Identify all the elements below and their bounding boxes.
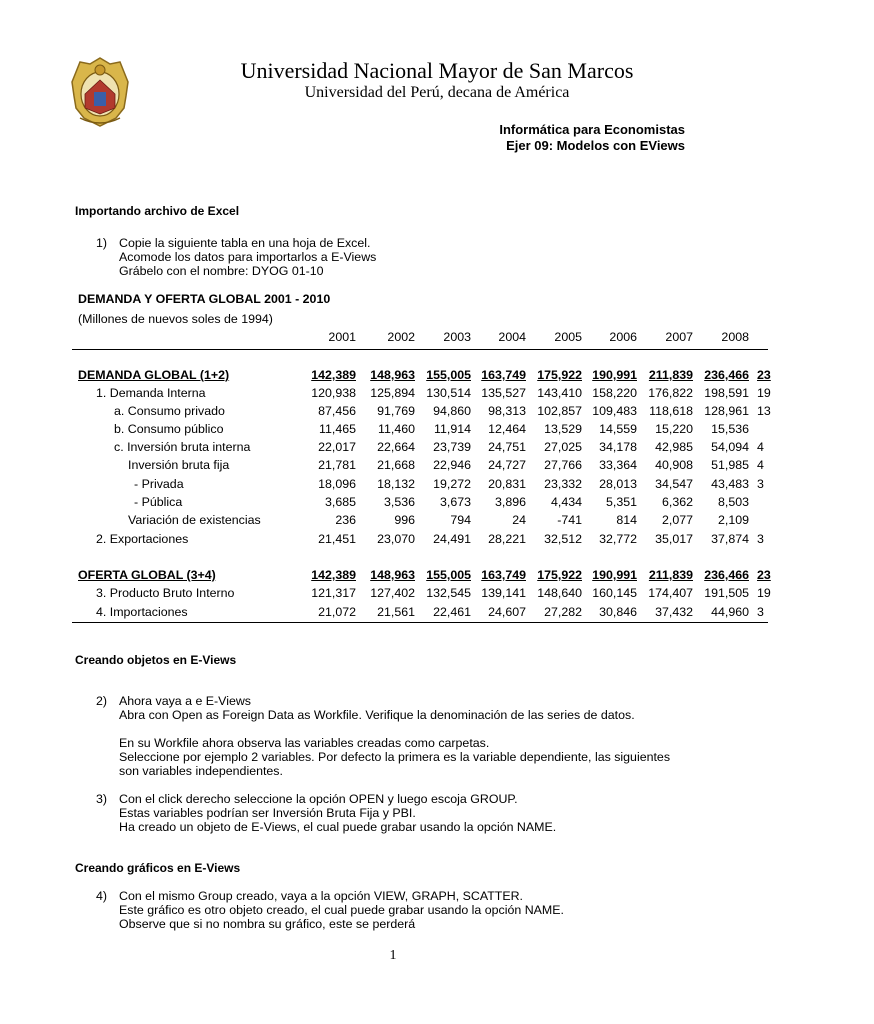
table-cell: 163,749 xyxy=(481,568,526,582)
table-cell: 120,938 xyxy=(311,386,356,400)
step-number: 1) xyxy=(96,236,108,250)
university-subtitle: Universidad del Perú, decana de América xyxy=(304,84,570,101)
table-cell: 21,072 xyxy=(318,605,356,619)
table-cell: 5,351 xyxy=(605,495,637,509)
table-row xyxy=(0,566,771,584)
table-cell: 11,914 xyxy=(434,422,471,436)
step4-line3: Observe que si no nombra su gráfico, este se perderá xyxy=(119,917,416,931)
year-header: 2003 xyxy=(443,330,471,344)
year-header: 2007 xyxy=(665,330,693,344)
table-cell: 21,668 xyxy=(377,458,415,472)
table-cell: 40,908 xyxy=(655,458,693,472)
table-cell: 54,094 xyxy=(711,440,749,454)
row-label: Inversión bruta fija xyxy=(128,458,230,472)
table-cell: 175,922 xyxy=(537,368,582,382)
table-cell: 37,432 xyxy=(655,605,693,619)
table-cell: 2,109 xyxy=(717,513,749,527)
row-label: 1. Demanda Interna xyxy=(96,386,206,400)
table-cell: 3,685 xyxy=(324,495,356,509)
table-cell: 8,503 xyxy=(717,495,749,509)
table-row xyxy=(0,530,768,548)
table-cell: 121,317 xyxy=(311,586,356,600)
table-cell: 33,364 xyxy=(599,458,637,472)
table-cell: 148,640 xyxy=(537,586,582,600)
step3-line3: Ha creado un objeto de E-Views, el cual puede grabar usando la opción NAME. xyxy=(119,820,557,834)
table-header-row xyxy=(0,328,768,346)
table-row xyxy=(0,384,771,402)
table-cell: 143,410 xyxy=(537,386,582,400)
row-label: 4. Importaciones xyxy=(96,605,188,619)
table-cell: 30,846 xyxy=(599,605,637,619)
table-cell: 24 xyxy=(512,513,526,527)
step2-line6: son variables independientes. xyxy=(119,764,283,778)
table-cell: 51,985 xyxy=(711,458,749,472)
table-cell: 127,402 xyxy=(370,586,415,600)
table-cell: 142,389 xyxy=(311,368,356,382)
table-cell: 236 xyxy=(335,513,356,527)
table-cell-clipped: 19 xyxy=(757,586,771,600)
year-header: 2004 xyxy=(498,330,526,344)
table-cell: 22,664 xyxy=(377,440,415,454)
table-row xyxy=(0,420,768,438)
table-cell: 28,013 xyxy=(599,477,637,491)
table-cell: 24,727 xyxy=(488,458,526,472)
table-cell: 35,017 xyxy=(655,532,693,546)
table-cell: 148,963 xyxy=(370,368,415,382)
table-cell: 24,607 xyxy=(488,605,526,619)
section-creating-graphs: Creando gráficos en E-Views xyxy=(75,861,241,875)
table-cell: 155,005 xyxy=(426,568,471,582)
row-label: 3. Producto Bruto Interno xyxy=(96,586,235,600)
step-number: 3) xyxy=(96,792,108,806)
year-header: 2005 xyxy=(554,330,582,344)
table-cell: 190,991 xyxy=(592,368,637,382)
row-label: OFERTA GLOBAL (3+4) xyxy=(78,568,216,582)
table-cell: 198,591 xyxy=(704,386,749,400)
table-cell: 24,491 xyxy=(433,532,471,546)
table-cell: 11,460 xyxy=(378,422,415,436)
table-cell: 18,096 xyxy=(318,477,356,491)
table-cell: 42,985 xyxy=(655,440,693,454)
table-cell: 118,618 xyxy=(649,404,693,418)
table-cell: 28,221 xyxy=(488,532,526,546)
table-cell: 236,466 xyxy=(704,368,749,382)
year-header: 2006 xyxy=(609,330,637,344)
table-cell-clipped: 23 xyxy=(757,568,771,582)
table-cell-clipped: 3 xyxy=(757,605,764,619)
table-cell: 158,220 xyxy=(592,386,637,400)
page-number: 1 xyxy=(389,948,397,963)
step1-line2: Acomode los datos para importarlos a E-Views xyxy=(119,250,377,264)
table-cell: 190,991 xyxy=(592,568,637,582)
table-cell: 23,739 xyxy=(433,440,471,454)
table-cell: 23,070 xyxy=(377,532,415,546)
table-row xyxy=(0,456,768,474)
table-cell: 21,561 xyxy=(377,605,415,619)
row-label: c. Inversión bruta interna xyxy=(114,440,251,454)
table-cell: 98,313 xyxy=(488,404,526,418)
table-row xyxy=(0,511,768,529)
step2-line4: En su Workfile ahora observa las variables creadas como carpetas. xyxy=(119,736,490,750)
table-cell: 160,145 xyxy=(592,586,637,600)
table-cell: 43,483 xyxy=(711,477,749,491)
table-cell: 174,407 xyxy=(648,586,693,600)
table-cell: 24,751 xyxy=(488,440,526,454)
section-importing-excel: Importando archivo de Excel xyxy=(75,204,240,218)
table-cell: 139,141 xyxy=(481,586,526,600)
row-label: b. Consumo público xyxy=(114,422,224,436)
row-label: - Pública xyxy=(134,495,183,509)
university-title: Universidad Nacional Mayor de San Marcos xyxy=(240,58,634,83)
table-cell: 142,389 xyxy=(311,568,356,582)
section-creating-objects: Creando objetos en E-Views xyxy=(75,653,237,667)
table-cell: 109,483 xyxy=(592,404,637,418)
year-header: 2001 xyxy=(328,330,356,344)
table-cell: 11,465 xyxy=(319,422,356,436)
table-cell: 191,505 xyxy=(704,586,749,600)
table-cell: 20,831 xyxy=(488,477,526,491)
table-title: DEMANDA Y OFERTA GLOBAL 2001 - 2010 xyxy=(78,292,331,306)
table-cell: 23,332 xyxy=(544,477,582,491)
table-cell-clipped: 13 xyxy=(757,404,771,418)
table-cell: 6,362 xyxy=(661,495,693,509)
table-row xyxy=(0,603,768,621)
step3-line2: Estas variables podrían ser Inversión Bruta Fija y PBI. xyxy=(119,806,416,820)
exercise-title: Ejer 09: Modelos con EViews xyxy=(506,138,685,153)
year-header: 2008 xyxy=(721,330,749,344)
table-row xyxy=(0,584,771,602)
table-cell: 135,527 xyxy=(481,386,526,400)
table-cell: 37,874 xyxy=(711,532,749,546)
table-cell: 176,822 xyxy=(648,386,693,400)
table-cell: 2,077 xyxy=(661,513,693,527)
table-cell: 19,272 xyxy=(433,477,471,491)
table-cell: 15,536 xyxy=(711,422,749,436)
table-row xyxy=(0,366,771,384)
table-cell: 18,132 xyxy=(377,477,415,491)
table-row xyxy=(0,402,771,420)
table-cell: 814 xyxy=(616,513,637,527)
table-cell: 21,781 xyxy=(318,458,356,472)
table-cell: 794 xyxy=(450,513,471,527)
table-cell: 87,456 xyxy=(318,404,356,418)
table-cell: -741 xyxy=(557,513,582,527)
table-cell: 3,673 xyxy=(439,495,471,509)
step-number: 2) xyxy=(96,694,108,708)
table-cell: 3,536 xyxy=(383,495,415,509)
table-cell-clipped: 23 xyxy=(757,368,771,382)
table-cell: 211,839 xyxy=(648,568,693,582)
table-cell: 27,766 xyxy=(544,458,582,472)
step-number: 4) xyxy=(96,889,108,903)
table-cell: 163,749 xyxy=(481,368,526,382)
table-cell: 102,857 xyxy=(537,404,582,418)
row-label: 2. Exportaciones xyxy=(96,532,189,546)
year-header: 2002 xyxy=(387,330,415,344)
table-cell-clipped: 4 xyxy=(757,458,764,472)
table-cell: 32,512 xyxy=(544,532,582,546)
table-cell: 175,922 xyxy=(537,568,582,582)
table-cell: 12,464 xyxy=(488,422,526,436)
step2-line5: Seleccione por ejemplo 2 variables. Por defecto la primera es la variable dependiente, las siguientes xyxy=(119,750,671,764)
step1-line1: Copie la siguiente tabla en una hoja de Excel. xyxy=(119,236,371,250)
table-row xyxy=(0,475,768,493)
table-cell-clipped: 4 xyxy=(757,440,764,454)
table-cell: 94,860 xyxy=(433,404,471,418)
table-cell: 21,451 xyxy=(318,532,356,546)
table-cell: 130,514 xyxy=(426,386,471,400)
step2-line2: Abra con Open as Foreign Data as Workfile. Verifique la denominación de las series de datos. xyxy=(119,708,635,722)
table-cell-clipped: 3 xyxy=(757,532,764,546)
step1-line3: Grábelo con el nombre: DYOG 01-10 xyxy=(119,264,324,278)
table-cell: 132,545 xyxy=(426,586,471,600)
table-cell: 125,894 xyxy=(370,386,415,400)
table-cell: 22,461 xyxy=(433,605,471,619)
table-cell: 34,547 xyxy=(655,477,693,491)
step3-line1: Con el click derecho seleccione la opción OPEN y luego escoja GROUP. xyxy=(119,792,518,806)
table-cell-clipped: 19 xyxy=(757,386,771,400)
course-title: Informática para Economistas xyxy=(499,122,685,137)
table-cell: 155,005 xyxy=(426,368,471,382)
table-cell: 27,025 xyxy=(544,440,582,454)
row-label: Variación de existencias xyxy=(128,513,261,527)
table-row xyxy=(0,493,768,511)
step4-line1: Con el mismo Group creado, vaya a la opción VIEW, GRAPH, SCATTER. xyxy=(119,889,523,903)
table-cell: 128,961 xyxy=(704,404,749,418)
table-cell: 27,282 xyxy=(544,605,582,619)
table-cell: 13,529 xyxy=(544,422,582,436)
row-label: a. Consumo privado xyxy=(114,404,225,418)
table-rule xyxy=(72,622,768,623)
step2-line1: Ahora vaya a e E-Views xyxy=(119,694,252,708)
table-cell-clipped: 3 xyxy=(757,477,764,491)
table-cell: 14,559 xyxy=(599,422,637,436)
table-cell: 22,017 xyxy=(318,440,356,454)
table-units: (Millones de nuevos soles de 1994) xyxy=(78,312,273,326)
table-cell: 22,946 xyxy=(433,458,471,472)
table-cell: 91,769 xyxy=(377,404,415,418)
table-cell: 3,896 xyxy=(494,495,526,509)
table-cell: 211,839 xyxy=(648,368,693,382)
table-cell: 236,466 xyxy=(704,568,749,582)
table-cell: 32,772 xyxy=(599,532,637,546)
table-rule xyxy=(72,349,768,350)
table-cell: 4,434 xyxy=(550,495,582,509)
table-cell: 996 xyxy=(394,513,415,527)
table-cell: 148,963 xyxy=(370,568,415,582)
table-cell: 15,220 xyxy=(655,422,693,436)
step4-line2: Este gráfico es otro objeto creado, el cual puede grabar usando la opción NAME. xyxy=(119,903,564,917)
row-label: - Privada xyxy=(134,477,184,491)
table-cell: 34,178 xyxy=(599,440,637,454)
table-cell: 44,960 xyxy=(711,605,749,619)
table-row xyxy=(0,438,768,456)
row-label: DEMANDA GLOBAL (1+2) xyxy=(78,368,230,382)
